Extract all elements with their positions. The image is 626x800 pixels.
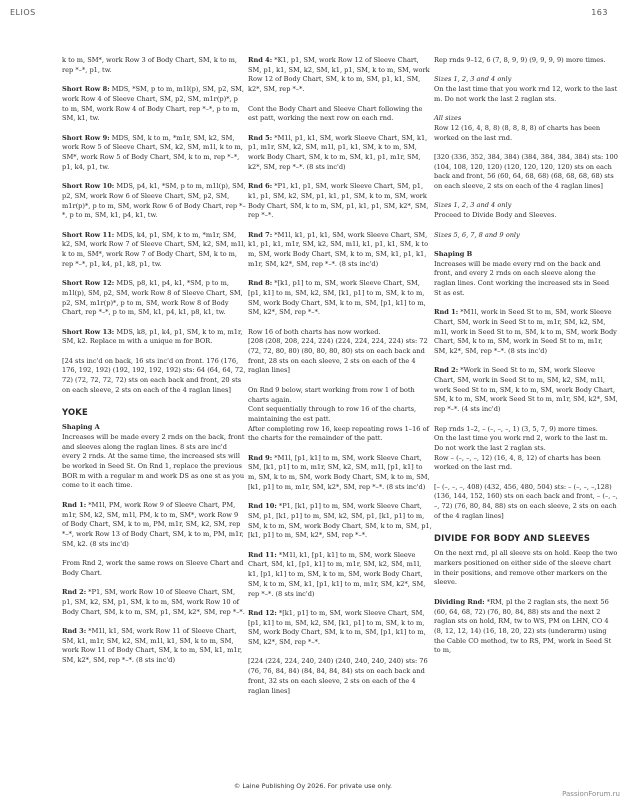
instruction-paragraph — [434, 483, 618, 522]
instruction-text: *P1, k1, p1, SM, work Sleeve Chart, SM, p1, k1, p1, SM, k2, SM, p1, k1, p1, SM, k to m, SM, work Body Chart, SM, k to m, SM, p1, k1, p1, SM, k2*, SM, rep *–*. — [248, 182, 429, 220]
instruction-label: Rnd 10: — [248, 502, 277, 511]
instruction-paragraph — [434, 201, 618, 220]
section-heading: DIVIDE FOR BODY AND SLEEVES — [434, 532, 591, 543]
instruction-paragraph — [62, 559, 246, 578]
size-note: Sizes 1, 2, 3 and 4 only — [434, 201, 512, 210]
instruction-text: *[k1, p1] to m, SM, work Sleeve Chart, SM, [p1, k1] to m, SM, k2, SM, [k1, p1] to m, SM, k to m, SM, work Body Chart, SM, k to m, SM, [p1, k1] to m, SM, k2*, SM, rep *–*. — [248, 608, 426, 647]
instruction-text: Increases will be made every 2 rnds on the back, front and sleeves along the raglan lines. 8 sts are inc'd every 2 rnds. At the same time, the increased sts will be worked in Seed St. On Rnd 1, replace the previous BOR m with a regular m and work DS as one st as you come to it each time. — [62, 432, 245, 490]
instruction-paragraph — [248, 182, 432, 221]
instruction-paragraph — [434, 366, 618, 415]
instruction-text: *M1l, k1, [p1, k1] to m, SM, work Sleeve Chart, SM, k1, [p1, k1] to m, m1r, SM, k2, SM, m1l, k1, [p1, k1] to m, SM, k to m, SM, work Body Chart, SM, k to m, SM, k1, [p1, k1] to m, m1r, SM, k2*, SM, rep *–*. (8 sts inc'd) — [248, 550, 426, 598]
instruction-text: Row 16 of both charts has now worked. [208 (208, 208, 224, 224) (224, 224, 224, 224) sts: 72 (72, 72, 80, 80) (80, 80, 80, 80) sts on each back and front, 28 sts on each sleeve, 2 sts on each of the 4 raglan lines] — [248, 327, 428, 375]
instruction-text: MDS, p8, k1, p4, k1, *SM, p to m, m1l(p), SM, p2, SM, work Row 8 of Sleeve Chart, SM, p2, SM, m1r(p)*, p to m, SM, work Row 8 of Body Chart, rep *–*, p to m, SM, k1, p4, k1, p8, k1, tw. — [62, 279, 243, 317]
column-1 — [62, 56, 246, 675]
column-3 — [434, 56, 618, 666]
instruction-label: Short Row 10: — [62, 182, 115, 191]
instruction-label: Shaping A — [62, 423, 100, 432]
instruction-text: [24 sts inc'd on back, 16 sts inc'd on front. 176 (176, 176, 192, 192) (192, 192, 192, 192) sts: 64 (64, 64, 72, 72) (72, 72, 72, 72) sts on each back and front, 20 sts on each sleeve, 2 sts on each of the 4 raglan lines] — [62, 356, 246, 394]
instruction-paragraph — [434, 549, 618, 588]
instruction-paragraph — [434, 425, 618, 474]
instruction-text: From Rnd 2, work the same rows on Sleeve Chart and Body Chart. — [62, 559, 244, 577]
instruction-paragraph — [248, 279, 432, 318]
instruction-text: *M1l, [p1, k1] to m, SM, work Sleeve Chart, SM, [k1, p1] to m, m1r, SM, k2, SM, m1l, [p1, k1] to m, SM, k to m, SM, work Body Chart, SM, k to m, SM, [k1, p1] to m, m1r, SM, k2*, SM, rep *–*. (8 sts inc'd) — [248, 453, 430, 491]
instruction-text: Increases will be made every rnd on the back and front, and every 2 rnds on each sleeve along the raglan lines. Cont working the increased sts in Seed St as est. — [434, 259, 610, 297]
instruction-text: *M1l, PM, work Row 9 of Sleeve Chart, PM, m1r, SM, k2, SM, m1l, PM, k to m, SM*, work Row 9 of Body Chart, SM, k to m, PM, m1r, SM, k2, SM, rep *–*, work Row 13 of Body Chart, SM, k to m, PM, m1r, SM, k2. (8 sts inc'd) — [62, 500, 244, 548]
instruction-paragraph — [62, 85, 246, 124]
size-note: Sizes 5, 6, 7, 8 and 9 only — [434, 230, 520, 239]
instruction-label: Short Row 13: — [62, 327, 115, 336]
instruction-label: Rnd 2: — [434, 366, 459, 375]
page-header — [10, 8, 616, 22]
section-heading: YOKE — [62, 406, 88, 417]
instruction-text: [– (–, –, –, 408) (432, 456, 480, 504) sts: – (–, –, –,128) (136, 144, 152, 160) sts on each back and front, – (–, –, –, 72) (76, 80, 84, 88) sts on each sleeve, 2 sts on each of the 4 raglan lines] — [434, 482, 618, 520]
instruction-paragraph — [248, 386, 432, 444]
instruction-text: On Rnd 9 below, start working from row 1 of both charts again. Cont sequentially through to row 16 of the charts, maintaining the est patt. After completing row 16, keep repeating rows 1–16 of the charts for the remainder of the patt. — [248, 385, 429, 443]
instruction-paragraph — [62, 501, 246, 550]
instruction-paragraph — [434, 231, 618, 241]
instruction-text: Cont the Body Chart and Sleeve Chart following the est patt, working the next row on each rnd. — [248, 104, 423, 123]
instruction-paragraph — [434, 250, 618, 299]
column-2 — [248, 56, 432, 706]
instruction-text: MDS, k8, p1, k4, p1, SM, k to m, m1r, SM, k2. Replace m with a unique m for BOR. — [62, 327, 243, 346]
instruction-paragraph — [434, 598, 618, 656]
page-number: 163 — [591, 8, 608, 17]
instruction-paragraph — [434, 308, 618, 357]
instruction-text: On the next rnd, pl all sleeve sts on hold. Keep the two markers positioned on either side of the sleeve chart in their positions, and remove other markers on the sleeve. — [434, 549, 618, 587]
instruction-label: Rnd 1: — [62, 500, 87, 509]
instruction-paragraph — [248, 609, 432, 648]
size-note: All sizes — [434, 114, 462, 123]
instruction-label: Short Row 8: — [62, 85, 110, 94]
instruction-label: Shaping B — [434, 249, 473, 258]
instruction-text: *P1, SM, work Row 10 of Sleeve Chart, SM, p1, SM, k2, SM, p1, SM, k to m, SM, work Row 10 of Body Chart, SM, k to m, SM, p1, SM, k2*, SM, rep *–*. — [62, 588, 245, 616]
instruction-label: Rnd 8: — [248, 279, 273, 288]
size-note: Sizes 1, 2, 3 and 4 only — [434, 75, 512, 84]
instruction-label: Rnd 1: — [434, 308, 459, 317]
instruction-paragraph — [62, 328, 246, 347]
instruction-paragraph — [248, 56, 432, 95]
instruction-text: *M1l, work in Seed St to m, SM, work Sleeve Chart, SM, work in Seed St to m, m1r, SM, k2, SM, m1l, work in Seed St to m, SM, k to m, SM, work Body Chart, SM, k to m, SM, work in Seed St to m, m1r, SM, k2*, SM, rep *–*. (8 sts inc'd) — [434, 308, 617, 355]
instruction-paragraph — [248, 454, 432, 493]
instruction-text: MDS, SM, k to m, *m1r, SM, k2, SM, work Row 5 of Sleeve Chart, SM, k2, SM, m1l, k to m, SM*, work Row 5 of Body Chart, SM, k to m, rep *–*, p1, k4, p1, tw. — [62, 133, 243, 171]
instruction-paragraph — [62, 627, 246, 666]
instruction-paragraph — [62, 134, 246, 173]
instruction-label: Short Row 12: — [62, 279, 115, 288]
instruction-text: On the last time that you work rnd 12, work to the last m. Do not work the last 2 raglan sts. — [434, 85, 618, 103]
instruction-text: Rep rnds 9–12, 6 (7, 8, 9, 9) (9, 9, 9, 9) more times. — [434, 56, 606, 64]
instruction-paragraph — [62, 588, 246, 617]
instruction-label: Rnd 12: — [248, 608, 277, 617]
header-title: ELIOS — [10, 8, 36, 17]
instruction-paragraph — [62, 279, 246, 318]
instruction-label: Rnd 3: — [62, 626, 87, 635]
instruction-text: *P1, [k1, p1] to m, SM, work Sleeve Chart, SM, p1, [k1, p1] to m, SM, k2, SM, p1, [k1, p1] to m, SM, k to m, SM, work Body Chart, SM, k to m, SM, p1, [k1, p1] to m, SM, k2*, SM, rep *–*. — [248, 502, 432, 540]
instruction-paragraph — [248, 105, 432, 124]
copyright-footer: © Laine Publishing Oy 2026. For private use only. — [233, 782, 393, 790]
instruction-paragraph — [248, 657, 432, 696]
instruction-text: *RM, pl the 2 raglan sts, the next 56 (60, 64, 68, 72) (76, 80, 84, 88) sts and the next 2 raglan sts on hold, RM, tw to WS, PM on LHN, CO 4 (8, 12, 12, 14) (16, 18, 20, 22) sts (underarm) using the Cable CO method, tw to RS, PM, work in Seed St to m, — [434, 597, 612, 655]
instruction-text: *[k1, p1] to m, SM, work Sleeve Chart, SM, [p1, k1] to m, SM, k2, SM, [k1, p1] to m, SM, k to m, SM, work Body Chart, SM, k to m, SM, [p1, k1] to m, SM, k2*, SM, rep *–*. — [248, 279, 426, 317]
instruction-label: Short Row 11: — [62, 230, 115, 239]
instruction-paragraph — [62, 423, 246, 491]
instruction-text: [320 (336, 352, 384, 384) (384, 384, 384, 384) sts: 100 (104, 108, 120, 120) (120, 120, 120, 120) sts on each back and front, 56 (60, 64, 68, 68) (68, 68, 68, 68) sts on each sleeve, 2 sts on each of the 4 raglan lines] — [434, 152, 618, 191]
instruction-paragraph — [248, 134, 432, 173]
instruction-paragraph — [248, 231, 432, 270]
instruction-text: *Work in Seed St to m, SM, work Sleeve Chart, SM, work in Seed St to m, SM, k2, SM, m1l, work Seed St to m, SM, k to m, SM, work Body Chart, SM, k to m, SM, work Seed St to m, m1r, SM, k2*, SM, rep *–*. (4 sts inc'd) — [434, 366, 618, 414]
instruction-paragraph — [248, 502, 432, 541]
instruction-label: Rnd 9: — [248, 453, 273, 462]
instruction-paragraph — [62, 56, 246, 75]
instruction-paragraph — [248, 551, 432, 600]
instruction-paragraph — [434, 75, 618, 104]
instruction-label: Rnd 4: — [248, 56, 273, 64]
instruction-text: Proceed to Divide Body and Sleeves. — [434, 211, 557, 220]
instruction-text: *M1l, k1, SM, work Row 11 of Sleeve Chart, SM, k1, m1r, SM, k2, SM, m1l, k1, SM, k to m, SM, work Row 11 of Body Chart, SM, k to m, SM, k1, m1r, SM, k2*, SM, rep *–*. (8 sts inc'd) — [62, 626, 243, 665]
instruction-label: Short Row 9: — [62, 133, 110, 142]
instruction-label: Rnd 7: — [248, 230, 273, 239]
instruction-paragraph — [62, 182, 246, 221]
instruction-text: MDS, p4, k1, *SM, p to m, m1l(p), SM, p2, SM, work Row 6 of Sleeve Chart, SM, p2, SM, m1r(p)*, p to m, SM, work Row 6 of Body Chart, rep *–*, p to m, SM, k1, p4, k1, tw. — [62, 182, 246, 220]
instruction-text: Rep rnds 1–2, – (–, –, –, 1) (3, 5, 7, 9) more times. On the last time you work rnd 2, work to the last m. Do not work the last 2 raglan sts. Row – (–, –, –, 12) (16, 4, 8, 12) of charts has been worked on the last rnd. — [434, 424, 608, 472]
instruction-text: [224 (224, 224, 240, 240) (240, 240, 240, 240) sts: 76 (76, 76, 84, 84) (84, 84, 84, 84) sts on each back and front, 32 sts on each sleeve, 2 sts on each of the 4 raglan lines] — [248, 657, 428, 695]
watermark: PassionForum.ru — [562, 790, 620, 798]
instruction-text: *K1, p1, SM, work Row 12 of Sleeve Chart, SM, p1, k1, SM, k2, SM, k1, p1, SM, k to m, SM, work Row 12 of Body Chart, SM, k to m, SM, p1, k1, SM, k2*, SM, rep *–*. — [248, 56, 430, 94]
instruction-text: *M1l, k1, p1, k1, SM, work Sleeve Chart, SM, k1, p1, k1, m1r, SM, k2, SM, m1l, k1, p1, k1, SM, k to m, SM, work Body Chart, SM, k to m, SM, k1, p1, k1, m1r, SM, k2*, SM, rep *–*. (8 sts inc'd) — [248, 230, 429, 268]
instruction-label: Dividing Rnd: — [434, 597, 485, 606]
instruction-text: Row 12 (16, 4, 8, 8) (8, 8, 8, 8) of charts has been worked on the last rnd. — [434, 123, 601, 142]
instruction-paragraph — [62, 357, 246, 396]
instruction-paragraph — [434, 56, 618, 66]
instruction-label: Rnd 11: — [248, 550, 277, 559]
instruction-text: k to m, SM*, work Row 3 of Body Chart, SM, k to m, rep *–*, p1, tw. — [62, 56, 238, 74]
instruction-label: Rnd 6: — [248, 182, 273, 191]
instruction-label: Rnd 5: — [248, 133, 273, 142]
instruction-text: *M1l, p1, k1, SM, work Sleeve Chart, SM, k1, p1, m1r, SM, k2, SM, m1l, p1, k1, SM, k to m, SM, work Body Chart, SM, k to m, SM, k1, p1, m1r, SM, k2*, SM, rep *–*. (8 sts inc'd) — [248, 133, 428, 171]
instruction-paragraph — [62, 231, 246, 270]
instruction-paragraph — [434, 153, 618, 192]
instruction-text: MDS, k4, p1, SM, k to m, *m1r, SM, k2, SM, work Row 7 of Sleeve Chart, SM, k2, SM, m1l, k to m, SM*, work Row 7 of Body Chart, SM, k to m, rep *–*, p1, k4, p1, k8, p1, tw. — [62, 230, 246, 268]
instruction-text: MDS, *SM, p to m, m1l(p), SM, p2, SM, work Row 4 of Sleeve Chart, SM, p2, SM, m1r(p)*, p to m, SM, work Row 4 of Body Chart, rep *–*, p to m, SM, k1, tw. — [62, 85, 245, 123]
instruction-paragraph — [248, 328, 432, 377]
instruction-label: Rnd 2: — [62, 588, 87, 597]
instruction-paragraph — [434, 114, 618, 143]
